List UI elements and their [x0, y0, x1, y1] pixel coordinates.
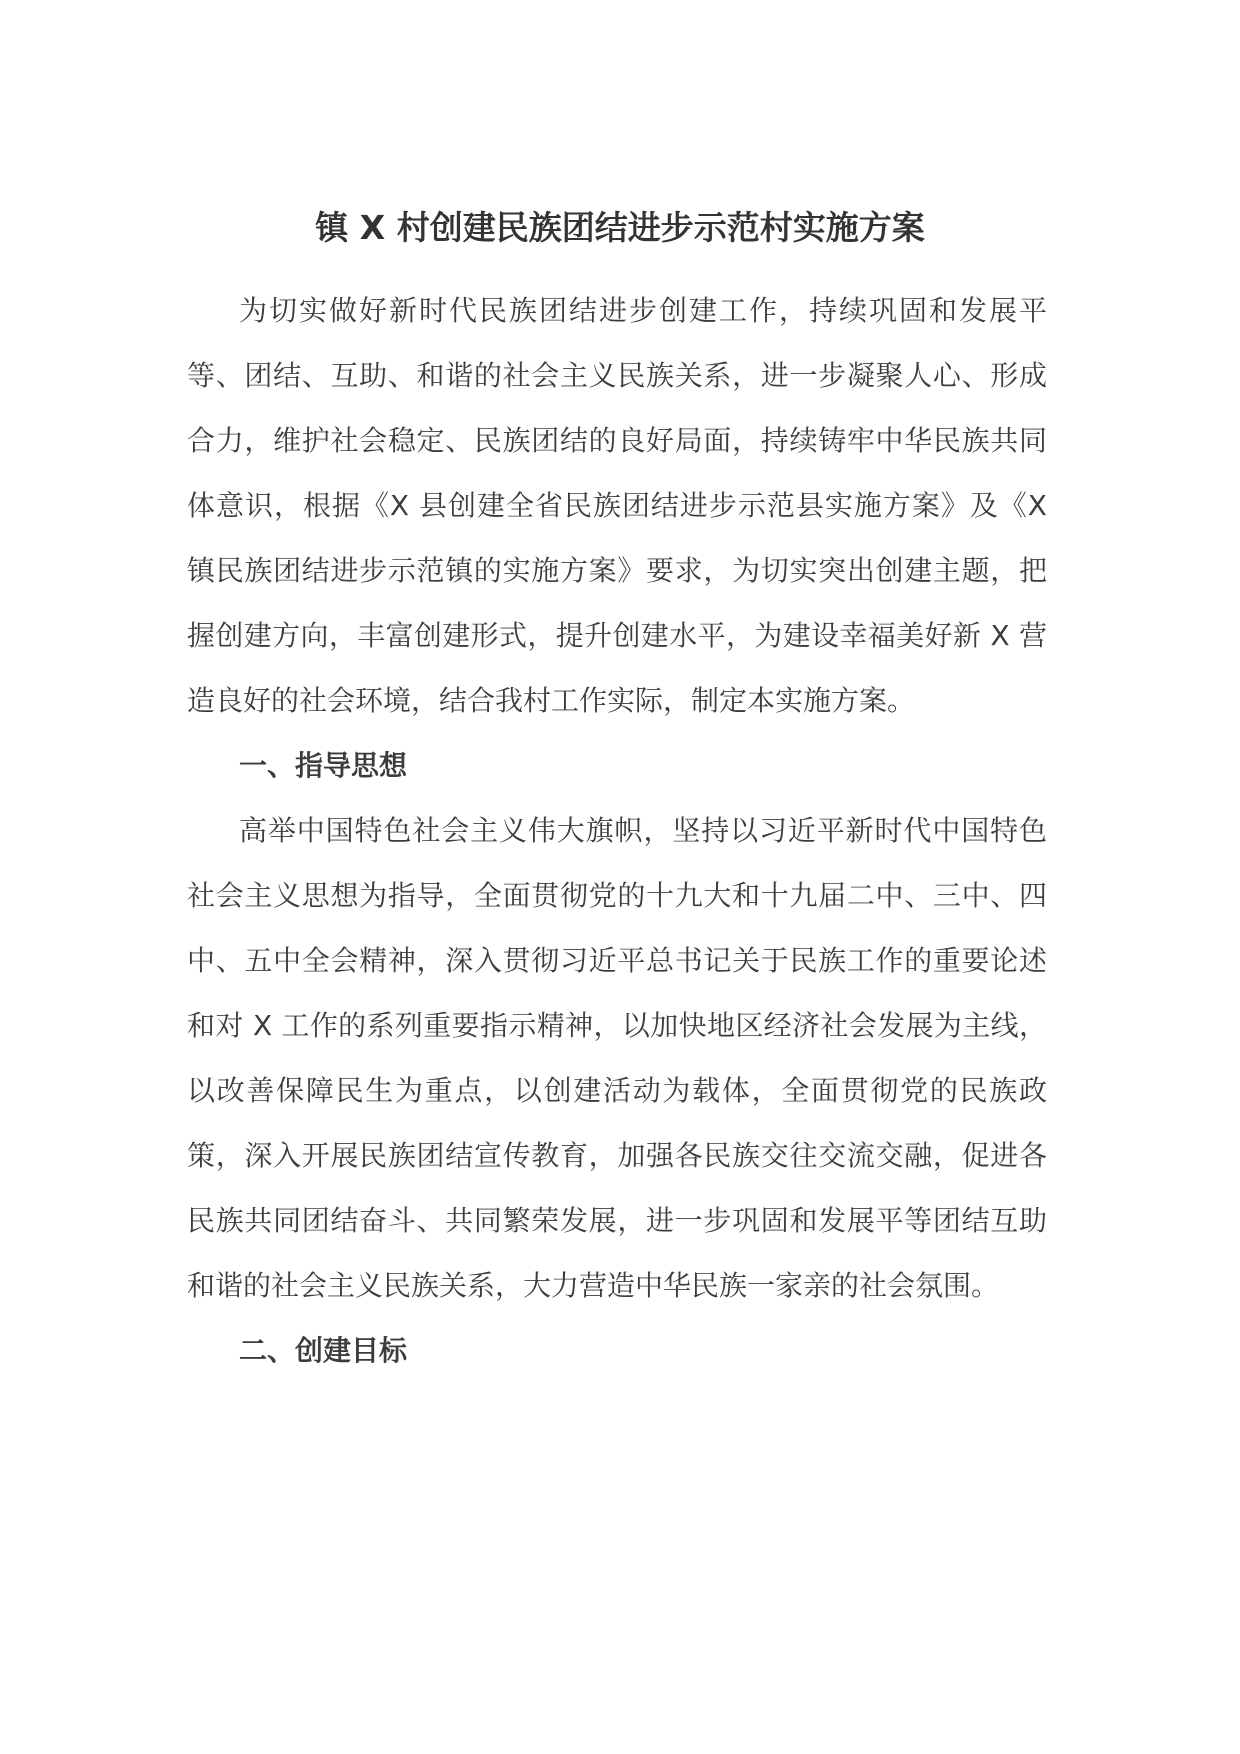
intro-paragraph: 为切实做好新时代民族团结进步创建工作，持续巩固和发展平等、团结、互助、和谐的社会主义民族关系，进一步凝聚人心、形成合力，维护社会稳定、民族团结的良好局面，持续铸牢中华民族共同体意识，根据《X 县创建全省民族团结进步示范县实施方案》及《X 镇民族团结进步示范镇的实施方案》要求，为切实突出创建主题，把握创建方向，丰富创建形式，提升创建水平，为建设幸福美好新 X 营造良好的社会环境，结合我村工作实际，制定本实施方案。 — [187, 294, 1047, 717]
document-body — [187, 278, 1047, 1383]
section-heading-creation-goals: 二、创建目标 — [239, 1334, 408, 1367]
section-paragraph-guiding-ideology: 高举中国特色社会主义伟大旗帜，坚持以习近平新时代中国特色社会主义思想为指导，全面贯彻党的十九大和十九届二中、三中、四中、五中全会精神，深入贯彻习近平总书记关于民族工作的重要论述和对 X 工作的系列重要指示精神，以加快地区经济社会发展为主线，以改善保障民生为重点，以创建活动为载体，全面贯彻党的民族政策，深入开展民族团结宣传教育，加强各民族交往交流交融，促进各民族共同团结奋斗、共同繁荣发展，进一步巩固和发展平等团结互助和谐的社会主义民族关系，大力营造中华民族一家亲的社会氛围。 — [187, 814, 1047, 1302]
document-title: 镇 X 村创建民族团结进步示范村实施方案 — [315, 208, 925, 247]
section-heading-guiding-ideology: 一、指导思想 — [239, 749, 408, 782]
